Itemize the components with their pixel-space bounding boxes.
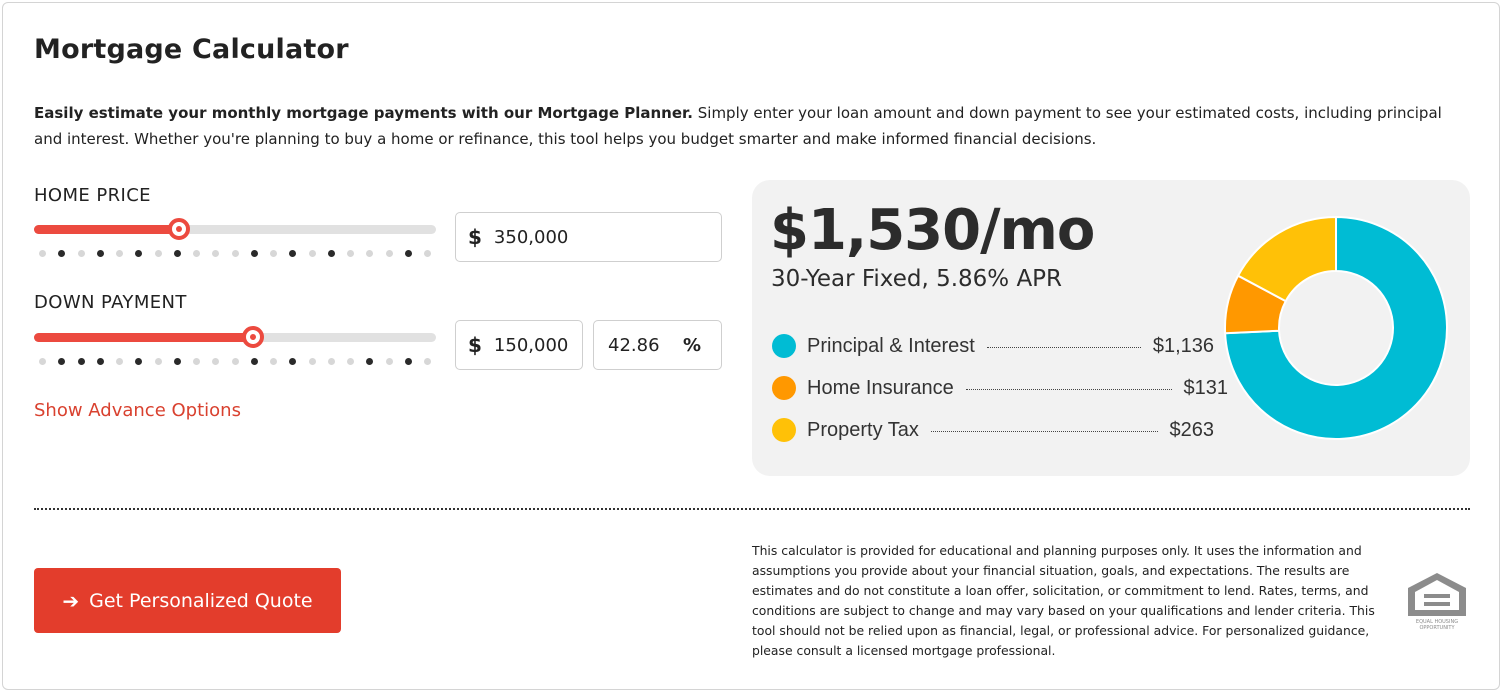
slider-fill xyxy=(34,225,179,234)
breakdown-label: Property Tax xyxy=(807,418,919,441)
breakdown-label: Home Insurance xyxy=(807,376,954,399)
loan-terms: 30-Year Fixed, 5.86% APR xyxy=(771,266,1063,292)
insurance-swatch xyxy=(772,376,796,400)
home-price-slider[interactable] xyxy=(34,225,436,235)
home-price-value[interactable]: 350,000 xyxy=(493,226,569,248)
arrow-right-icon: ➔ xyxy=(62,588,80,613)
show-advanced-options-link[interactable]: Show Advance Options xyxy=(34,400,241,421)
percent-icon: % xyxy=(682,334,701,356)
get-personalized-quote-button[interactable] xyxy=(34,568,341,633)
down-payment-amount-input[interactable] xyxy=(455,320,583,370)
cta-label: Get Personalized Quote xyxy=(89,589,313,612)
breakdown-amount: $1,136 xyxy=(1152,334,1214,357)
breakdown-row-insurance xyxy=(772,373,1228,403)
breakdown-row-property-tax xyxy=(772,415,1214,445)
down-payment-value[interactable]: 150,000 xyxy=(493,334,569,356)
intro-body: Simply enter your loan amount and down payment to see your estimated costs, including principal and interest. Whether you're planning to buy a home or refinance, this tool helps you budget smarter and make informed financial decisions. xyxy=(34,104,1442,148)
eho-line-2: OPPORTUNITY xyxy=(1419,625,1455,631)
down-payment-percent-value[interactable]: 42.86 xyxy=(608,334,660,356)
leader-line xyxy=(931,431,1158,432)
dollar-icon: $ xyxy=(468,225,482,249)
payment-summary-panel xyxy=(752,180,1470,476)
disclaimer-text: This calculator is provided for educational and planning purposes only. It uses the information and assumptions you provide about your financial situation, goals, and expectations. The results are estimates and do not constitute a loan offer, solicitation, or commitment to lend. Rates, terms, and conditions are subject to change and may vary based on your qualifications and lender criteria. This tool should not be relied upon as financial, legal, or professional advice. For personalized guidance, please consult a licensed mortgage professional. xyxy=(752,543,1375,658)
monthly-payment: $1,530/mo xyxy=(770,198,1095,263)
home-price-input[interactable] xyxy=(455,212,722,262)
payment-breakdown-donut xyxy=(1224,216,1448,440)
home-price-label: HOME PRICE xyxy=(34,185,151,206)
slider-handle[interactable] xyxy=(242,326,264,348)
breakdown-row-principal xyxy=(772,331,1214,361)
down-payment-slider[interactable] xyxy=(34,333,436,343)
section-divider xyxy=(34,508,1470,510)
intro-text xyxy=(34,100,1454,152)
down-payment-label: DOWN PAYMENT xyxy=(34,292,187,313)
dollar-icon: $ xyxy=(468,333,482,357)
property-tax-swatch xyxy=(772,418,796,442)
leader-line xyxy=(987,347,1141,348)
page-title: Mortgage Calculator xyxy=(34,34,349,65)
breakdown-amount: $131 xyxy=(1183,376,1228,399)
equal-housing-opportunity-icon xyxy=(1404,570,1470,632)
slider-fill xyxy=(34,333,253,342)
eho-line-1: EQUAL HOUSING xyxy=(1415,619,1459,625)
slider-handle[interactable] xyxy=(168,218,190,240)
breakdown-label: Principal & Interest xyxy=(807,334,975,357)
down-payment-slider-ticks xyxy=(39,358,431,366)
down-payment-percent-input[interactable] xyxy=(593,320,722,370)
principal-swatch xyxy=(772,334,796,358)
intro-bold: Easily estimate your monthly mortgage payments with our Mortgage Planner. xyxy=(34,104,693,122)
leader-line xyxy=(966,389,1172,390)
home-price-slider-ticks xyxy=(39,250,431,258)
breakdown-amount: $263 xyxy=(1169,418,1214,441)
